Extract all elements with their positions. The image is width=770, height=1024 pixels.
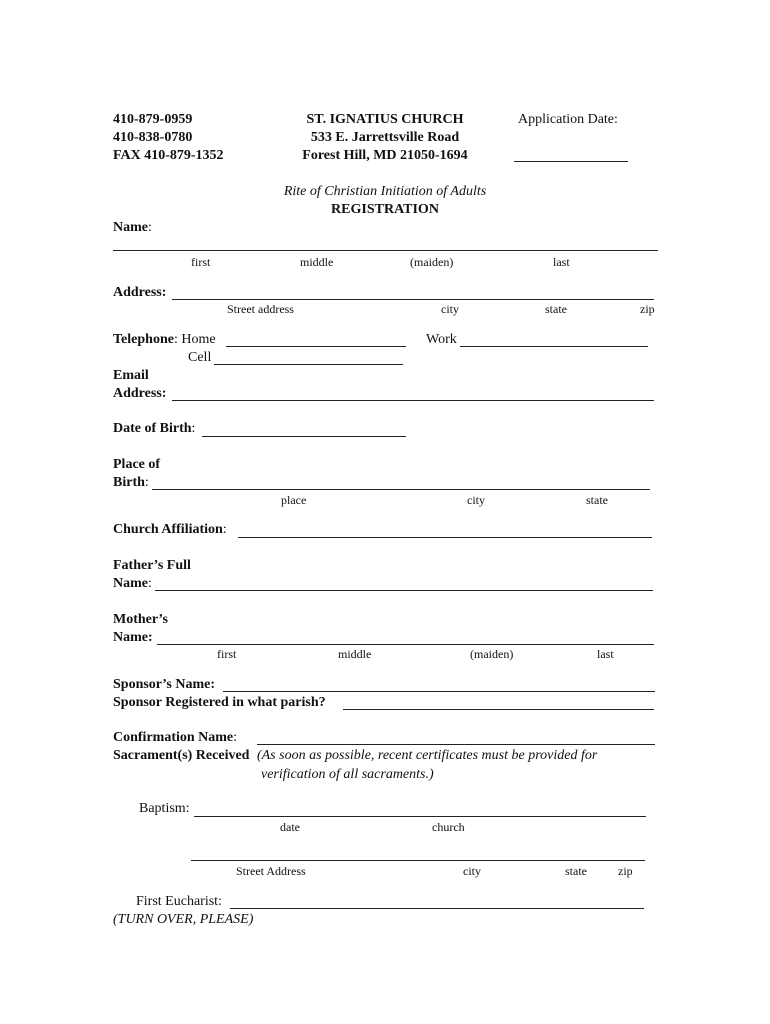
- mother-sub-first: first: [217, 647, 237, 661]
- church-street: 533 E. Jarrettsville Road: [310, 130, 460, 145]
- baptism-sub-church: church: [432, 820, 465, 834]
- email-field[interactable]: [172, 400, 654, 401]
- sponsor-parish-label: Sponsor Registered in what parish?: [113, 695, 326, 710]
- telephone-label: Telephone: Home: [113, 332, 216, 347]
- baptism-sub-date: date: [280, 820, 300, 834]
- first-eucharist-field[interactable]: [230, 908, 644, 909]
- pob-sub-city: city: [467, 493, 485, 507]
- fax-number: FAX 410-879-1352: [113, 148, 224, 163]
- name-sub-last: last: [553, 255, 570, 269]
- confirmation-label: Confirmation Name:: [113, 730, 238, 745]
- name-sub-maiden: (maiden): [410, 255, 454, 269]
- name-label: Name:: [113, 220, 152, 235]
- first-eucharist-label: First Eucharist:: [136, 894, 222, 909]
- address-label: Address:: [113, 285, 167, 300]
- name-sub-first: first: [191, 255, 211, 269]
- mother-sub-maiden: (maiden): [470, 647, 514, 661]
- pob-sub-state: state: [586, 493, 608, 507]
- phone-number: 410-879-0959: [113, 112, 193, 127]
- affiliation-field[interactable]: [238, 537, 652, 538]
- church-city: Forest Hill, MD 21050-1694: [302, 148, 468, 163]
- mother-label-line1: Mother’s: [113, 612, 168, 627]
- form-title: REGISTRATION: [331, 202, 439, 217]
- address-sub-city: city: [441, 302, 459, 316]
- baptism-sub-city: city: [463, 864, 481, 878]
- work-phone-field[interactable]: [460, 346, 648, 347]
- baptism-address-field[interactable]: [191, 860, 645, 861]
- sacraments-row: [113, 748, 597, 764]
- confirmation-name-field[interactable]: [257, 744, 655, 745]
- address-field[interactable]: [172, 299, 654, 300]
- application-date-field[interactable]: [514, 161, 628, 162]
- address-sub-zip: zip: [640, 302, 655, 316]
- father-label-line2: Name:: [113, 576, 152, 591]
- father-label-line1: Father’s Full: [113, 558, 191, 573]
- affiliation-label: Church Affiliation:: [113, 522, 227, 537]
- form-subtitle: Rite of Christian Initiation of Adults: [283, 184, 487, 199]
- sponsor-name-field[interactable]: [223, 691, 655, 692]
- baptism-sub-street: Street Address: [236, 864, 306, 878]
- pob-label-line1: Place of: [113, 457, 161, 472]
- email-label-line1: Email: [113, 368, 149, 383]
- turn-over-note: (TURN OVER, PLEASE): [113, 912, 254, 927]
- dob-label: Date of Birth:: [113, 421, 196, 436]
- sponsor-parish-field[interactable]: [343, 709, 654, 710]
- baptism-field[interactable]: [194, 816, 646, 817]
- sacraments-label: Sacrament(s) Received: [113, 748, 250, 763]
- pob-sub-place: place: [281, 493, 307, 507]
- pob-field[interactable]: [152, 489, 650, 490]
- phone-number: 410-838-0780: [113, 130, 193, 145]
- mother-sub-last: last: [597, 647, 614, 661]
- father-name-field[interactable]: [155, 590, 653, 591]
- mother-sub-middle: middle: [338, 647, 372, 661]
- pob-label-line2: Birth:: [113, 475, 149, 490]
- cell-phone-field[interactable]: [214, 364, 403, 365]
- application-date-label: Application Date:: [518, 112, 618, 127]
- cell-phone-label: Cell: [188, 350, 212, 365]
- church-name: ST. IGNATIUS CHURCH: [306, 112, 464, 127]
- home-phone-field[interactable]: [226, 346, 406, 347]
- work-phone-label: Work: [426, 332, 457, 347]
- sacraments-note-line2: verification of all sacraments.): [261, 767, 434, 782]
- mother-name-field[interactable]: [157, 644, 654, 645]
- mother-label-line2: Name:: [113, 630, 153, 645]
- email-label-line2: Address:: [113, 386, 167, 401]
- sacraments-note: (As soon as possible, recent certificates must be provided for: [256, 748, 598, 763]
- baptism-sub-state: state: [565, 864, 587, 878]
- baptism-label: Baptism:: [139, 801, 190, 816]
- name-field[interactable]: [113, 250, 658, 251]
- baptism-sub-zip: zip: [618, 864, 633, 878]
- dob-field[interactable]: [202, 436, 406, 437]
- address-sub-state: state: [545, 302, 567, 316]
- name-sub-middle: middle: [300, 255, 334, 269]
- address-sub-street: Street address: [227, 302, 294, 316]
- sponsor-name-label: Sponsor’s Name:: [113, 677, 216, 692]
